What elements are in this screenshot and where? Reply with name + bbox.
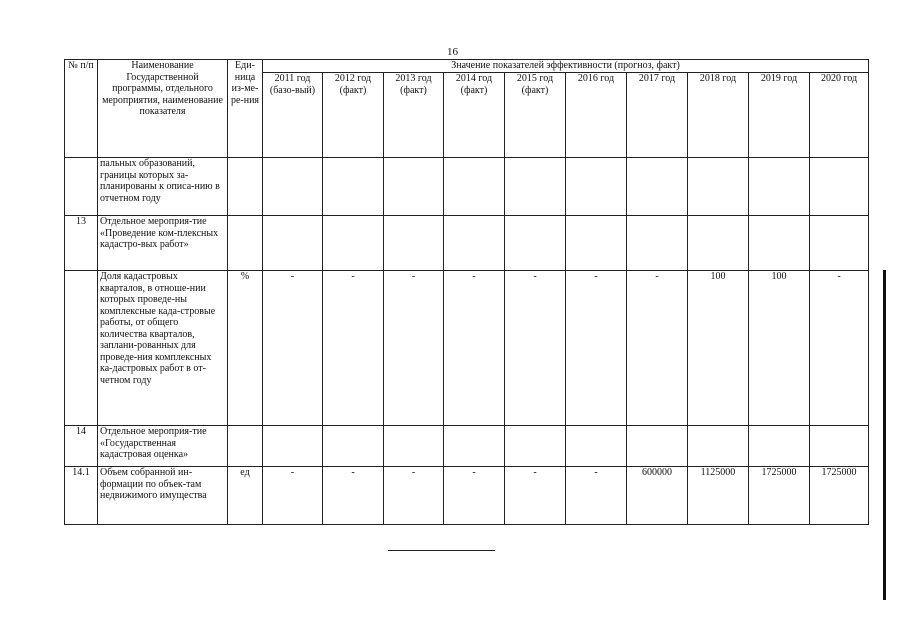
row-value: - xyxy=(263,467,323,525)
row-value xyxy=(688,216,749,271)
table-row xyxy=(65,271,869,426)
row-value: - xyxy=(566,271,627,426)
table-row xyxy=(65,216,869,271)
row-value xyxy=(384,158,444,216)
row-name: Объем собранной ин-формации по объек-там недвижимого имущества xyxy=(98,467,228,525)
header-year: 2013 год (факт) xyxy=(384,73,444,158)
row-value xyxy=(444,426,505,467)
row-value xyxy=(810,158,869,216)
header-unit: Еди-ница из-ме-ре-ния xyxy=(228,60,263,158)
row-value xyxy=(566,216,627,271)
footnote-rule xyxy=(388,550,495,551)
row-value: 100 xyxy=(749,271,810,426)
header-year: 2020 год xyxy=(810,73,869,158)
row-unit xyxy=(228,426,263,467)
row-value: - xyxy=(384,467,444,525)
row-value xyxy=(688,158,749,216)
row-value xyxy=(627,216,688,271)
row-value xyxy=(323,426,384,467)
row-value: - xyxy=(810,271,869,426)
row-value xyxy=(505,158,566,216)
page-number: 16 xyxy=(447,46,458,58)
row-value: - xyxy=(323,467,384,525)
header-year: 2017 год xyxy=(627,73,688,158)
header-year: 2015 год (факт) xyxy=(505,73,566,158)
header-num: № п/п xyxy=(65,60,98,158)
table-row xyxy=(65,158,869,216)
row-value: 1725000 xyxy=(810,467,869,525)
row-value xyxy=(749,158,810,216)
row-value xyxy=(323,216,384,271)
row-value xyxy=(263,426,323,467)
row-unit xyxy=(228,216,263,271)
row-value: 1125000 xyxy=(688,467,749,525)
header-year: 2016 год xyxy=(566,73,627,158)
table-row xyxy=(65,467,869,525)
row-value: - xyxy=(505,271,566,426)
row-value xyxy=(749,216,810,271)
row-name: Доля кадастровых кварталов, в отноше-нии которых проведе-ны комплексные када-стровые работы, от общего количества кварталов, заплани-рованных для проведе-ния комплексных ка-дастровых работ в от-четном году xyxy=(98,271,228,426)
row-value: - xyxy=(505,467,566,525)
indicators-table xyxy=(64,59,869,525)
row-value: - xyxy=(323,271,384,426)
row-value xyxy=(384,216,444,271)
row-num: 13 xyxy=(65,216,98,271)
row-unit: ед xyxy=(228,467,263,525)
row-num: 14 xyxy=(65,426,98,467)
header-row xyxy=(65,60,869,73)
row-value: 100 xyxy=(688,271,749,426)
row-value xyxy=(688,426,749,467)
row-value: - xyxy=(444,271,505,426)
row-name: пальных образований, границы которых за-планированы к описа-нию в отчетном году xyxy=(98,158,228,216)
row-unit: % xyxy=(228,271,263,426)
row-num xyxy=(65,158,98,216)
scan-edge-shadow xyxy=(883,270,886,600)
row-value: 1725000 xyxy=(749,467,810,525)
row-num: 14.1 xyxy=(65,467,98,525)
row-value xyxy=(505,426,566,467)
row-value xyxy=(810,426,869,467)
header-year: 2012 год (факт) xyxy=(323,73,384,158)
row-value xyxy=(627,426,688,467)
row-name: Отдельное мероприя-тие «Государственная кадастровая оценка» xyxy=(98,426,228,467)
row-value xyxy=(749,426,810,467)
row-value: - xyxy=(566,467,627,525)
row-value xyxy=(444,158,505,216)
row-value xyxy=(810,216,869,271)
row-name: Отдельное мероприя-тие «Проведение ком-плексных кадастро-вых работ» xyxy=(98,216,228,271)
row-num xyxy=(65,271,98,426)
header-year: 2019 год xyxy=(749,73,810,158)
header-name: Наименование Государственной программы, отдельного мероприятия, наименование показателя xyxy=(98,60,228,158)
row-unit xyxy=(228,158,263,216)
row-value: - xyxy=(263,271,323,426)
row-value xyxy=(444,216,505,271)
row-value xyxy=(263,216,323,271)
row-value: - xyxy=(444,467,505,525)
row-value: 600000 xyxy=(627,467,688,525)
header-values: Значение показателей эффективности (прогноз, факт) xyxy=(263,60,869,73)
row-value: - xyxy=(384,271,444,426)
row-value xyxy=(566,426,627,467)
row-value xyxy=(505,216,566,271)
row-value xyxy=(627,158,688,216)
row-value xyxy=(263,158,323,216)
header-year: 2014 год (факт) xyxy=(444,73,505,158)
header-year: 2018 год xyxy=(688,73,749,158)
header-year: 2011 год (базо-вый) xyxy=(263,73,323,158)
table-row xyxy=(65,426,869,467)
row-value xyxy=(323,158,384,216)
row-value xyxy=(384,426,444,467)
row-value: - xyxy=(627,271,688,426)
row-value xyxy=(566,158,627,216)
